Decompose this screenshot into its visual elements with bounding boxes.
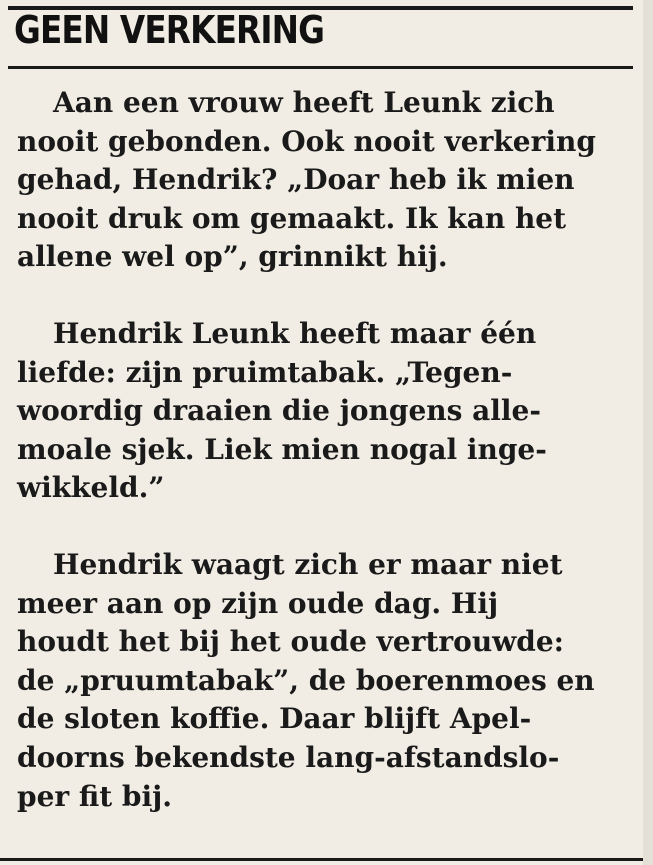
text-line: doorns bekendste lang-afstandslo- — [17, 740, 560, 774]
text-line: de sloten koffie. Daar blijft Apel- — [17, 702, 532, 736]
headline: GEEN VERKERING — [14, 8, 325, 52]
text-line: wikkeld.” — [17, 471, 165, 505]
text-line: liefde: zijn pruimtabak. „Tegen- — [17, 355, 513, 389]
text-line: per fit bij. — [17, 779, 173, 813]
text-line: gehad, Hendrik? „Doar heb ik mien — [17, 163, 575, 197]
text-line: Hendrik waagt zich er maar niet — [53, 547, 563, 581]
paragraph-3 — [17, 546, 621, 816]
article-body — [17, 84, 621, 854]
text-line: Hendrik Leunk heeft maar één — [53, 316, 537, 350]
bottom-rule — [0, 858, 653, 861]
text-line: allene wel op”, grinnikt hij. — [17, 240, 448, 274]
text-line: moale sjek. Liek mien nogal inge- — [17, 432, 547, 466]
text-line: nooit gebonden. Ook nooit verkering — [17, 124, 596, 158]
paragraph-2 — [17, 315, 621, 508]
paper-edge — [643, 0, 653, 865]
text-line: houdt het bij het oude vertrouwde: — [17, 625, 565, 659]
text-line: woordig draaien die jongens alle- — [17, 394, 541, 428]
text-line: Aan een vrouw heeft Leunk zich — [53, 86, 555, 119]
headline-rule — [8, 66, 633, 69]
text-line: de „pruumtabak”, de boerenmoes en — [17, 663, 595, 697]
text-line: meer aan op zijn oude dag. Hij — [17, 586, 499, 620]
text-line: nooit druk om gemaakt. Ik kan het — [17, 201, 567, 235]
paragraph-1 — [17, 84, 621, 277]
